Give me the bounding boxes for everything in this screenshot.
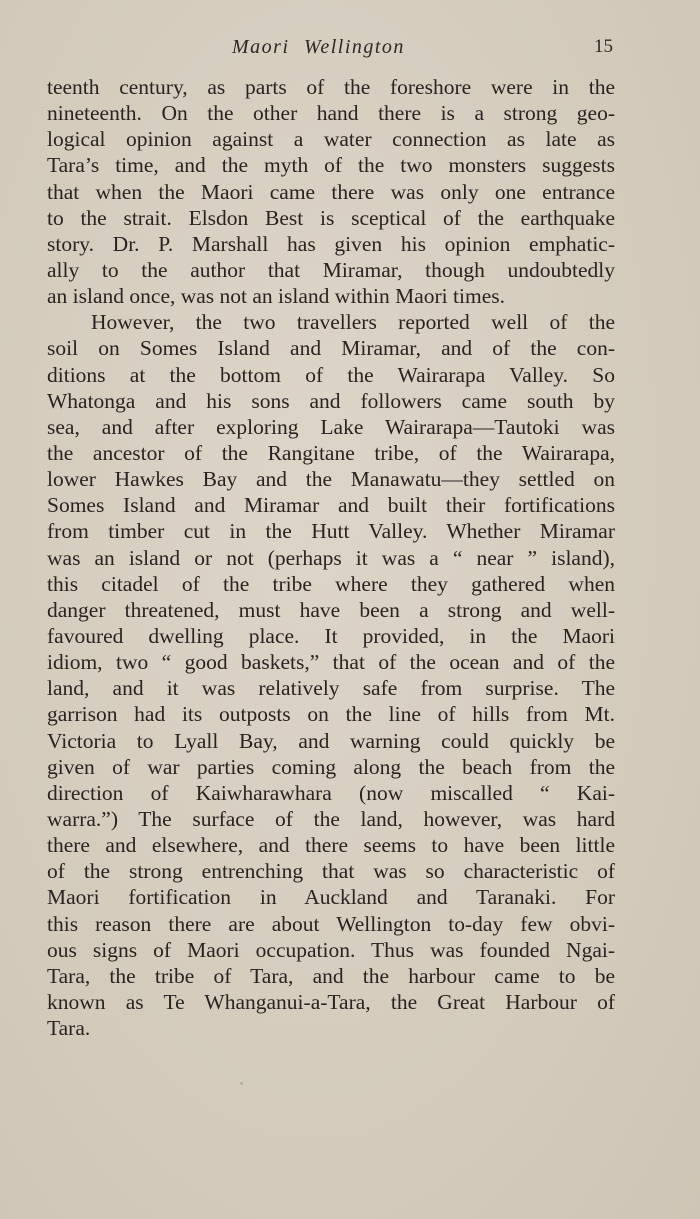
text-line: land, and it was relatively safe from surprise. The [47, 676, 615, 701]
text-line: direction of Kaiwharawhara (now miscalled “ Kai- [47, 780, 615, 805]
paper-speck [240, 1082, 243, 1085]
text-line: Somes Island and Miramar and built their fortifications [47, 493, 615, 518]
text-line: Tara. [47, 1016, 91, 1041]
running-head [0, 36, 700, 62]
text-line: there and elsewhere, and there seems to have been little [47, 833, 615, 858]
text-line: of the strong entrenching that was so characteristic of [47, 859, 615, 884]
text-line: teenth century, as parts of the foreshore were in the [47, 75, 615, 99]
text-line: an island once, was not an island within Maori times. [47, 284, 505, 309]
text-line: garrison had its outposts on the line of hills from Mt. [47, 702, 615, 727]
text-line: ous signs of Maori occupation. Thus was founded Ngai- [47, 937, 615, 962]
text-line: idiom, two “ good baskets,” that of the ocean and of the [47, 650, 615, 675]
text-line: the ancestor of the Rangitane tribe, of the Wairarapa, [47, 440, 615, 465]
text-line: Whatonga and his sons and followers came south by [47, 388, 615, 413]
text-line: Victoria to Lyall Bay, and warning could quickly be [47, 728, 615, 753]
text-line: that when the Maori came there was only one entrance [47, 179, 615, 204]
text-line: lower Hawkes Bay and the Manawatu—they settled on [47, 467, 615, 492]
text-line: story. Dr. P. Marshall has given his opinion emphatic- [47, 231, 615, 256]
text-line: warra.”) The surface of the land, however, was hard [47, 806, 615, 831]
text-line: Maori fortification in Auckland and Taranaki. For [47, 885, 615, 910]
text-line: Tara, the tribe of Tara, and the harbour came to be [47, 963, 615, 988]
text-line: danger threatened, must have been a strong and well- [47, 597, 615, 622]
text-line: to the strait. Elsdon Best is sceptical of the earthquake [47, 205, 615, 230]
text-line: this citadel of the tribe where they gathered when [47, 571, 615, 596]
running-title: Maori Wellington [232, 36, 405, 58]
text-line: given of war parties coming along the beach from the [47, 754, 615, 779]
text-line: logical opinion against a water connection as late as [47, 127, 615, 152]
text-line: ditions at the bottom of the Wairarapa Valley. So [47, 362, 615, 387]
text-line: sea, and after exploring Lake Wairarapa—Tautoki was [47, 414, 615, 439]
text-line: nineteenth. On the other hand there is a strong geo- [47, 101, 615, 126]
text-line: favoured dwelling place. It provided, in the Maori [47, 623, 615, 648]
text-line: was an island or not (perhaps it was a “ near ” island), [47, 545, 615, 570]
page-number: 15 [594, 36, 613, 57]
text-line: this reason there are about Wellington to-day few obvi- [47, 911, 615, 936]
text-line: Tara’s time, and the myth of the two monsters suggests [47, 153, 615, 178]
text-line: soil on Somes Island and Miramar, and of the con- [47, 336, 615, 361]
text-line: from timber cut in the Hutt Valley. Whether Miramar [47, 519, 615, 544]
body-text [47, 74, 615, 1041]
text-line: known as Te Whanganui-a-Tara, the Great Harbour of [47, 989, 615, 1014]
paragraph-first-line: However, the two travellers reported well of the [91, 310, 615, 335]
text-line: ally to the author that Miramar, though undoubtedly [47, 257, 615, 282]
